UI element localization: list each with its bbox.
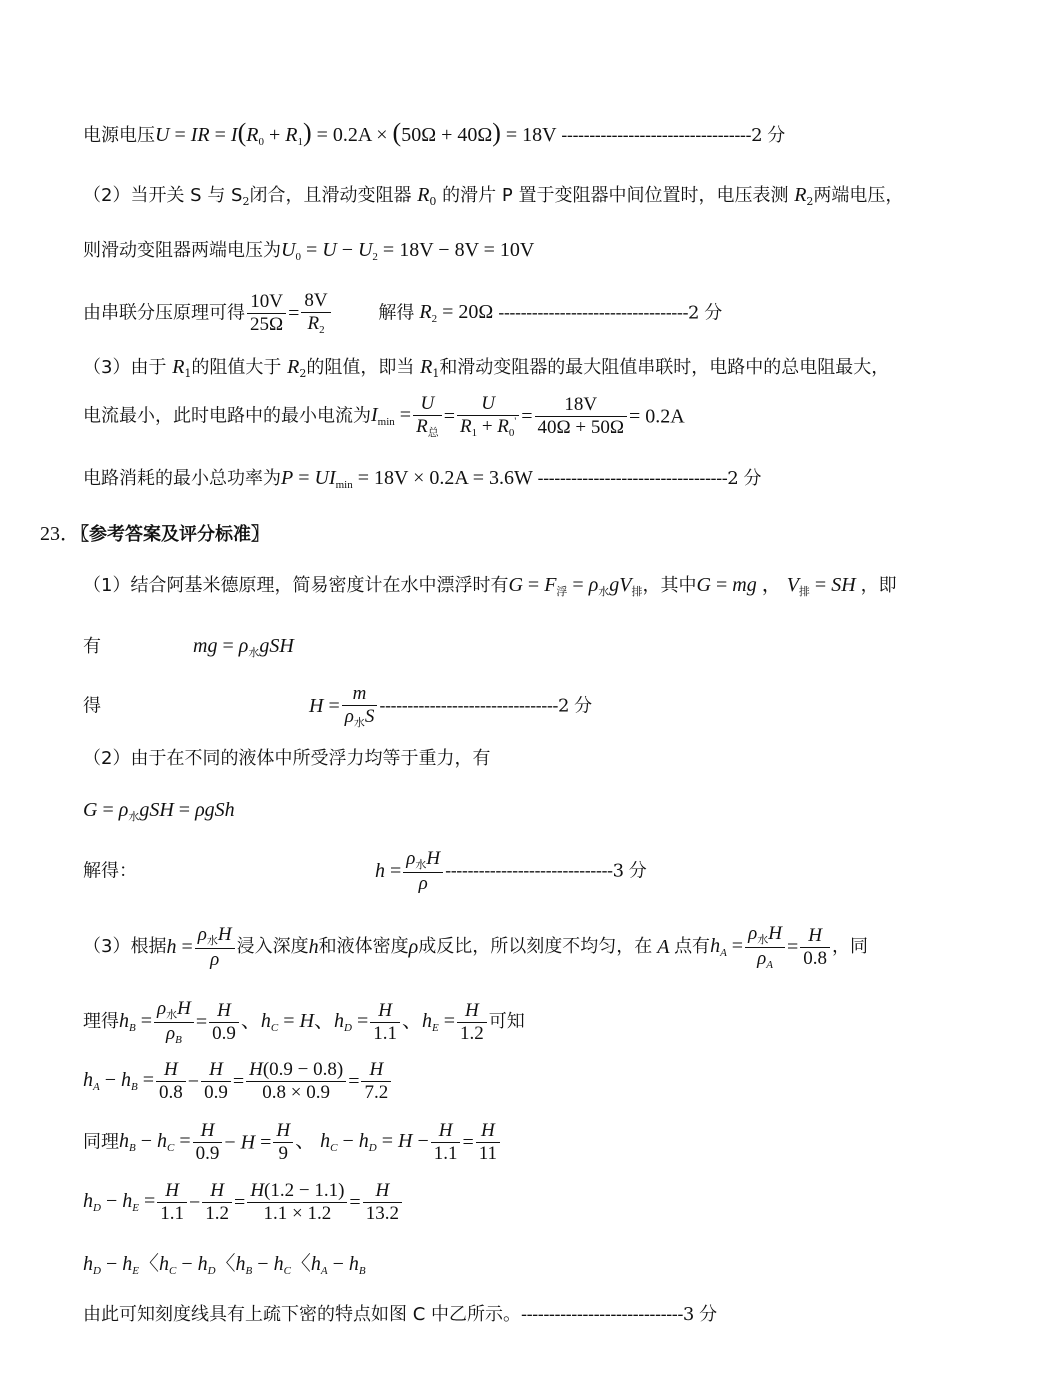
line-source-voltage [83, 120, 1007, 148]
formula: U = IR = $I(R_0 + R_1) = 0.2A \times (50\Omega + 40\Omega) = 18V$ [155, 118, 562, 148]
line-part2: （2）当开关 S 与 $S_2$闭合，且滑动变阻器 $R_0$ 的滑片 P 置于变阻器中间位置时，电压表测 $R_2$两端电压， [83, 184, 904, 208]
text: 的滑片 P 置于变阻器中间位置时，电压表测 [442, 185, 795, 206]
question-23-header [40, 524, 1007, 544]
text: 则滑动变阻器两端电压为 [83, 240, 281, 261]
text: 解得 [378, 302, 415, 324]
text: 和滑动变阻器的最大阻值串联时，电路中的总电阻最大， [439, 357, 890, 378]
line-result-h: 解得： h = $\frac{\rho_水H}{\rho}$ ------------------------------3 分 [83, 848, 647, 894]
text: （2）由于在不同的液体中所受浮力均等于重力，有 [83, 748, 491, 769]
text: 电流最小，此时电路中的最小电流为 [83, 405, 371, 427]
score: --------------------------------2 分 [379, 695, 592, 717]
question-number: 23． [40, 523, 80, 545]
section-title: 〖参考答案及评分标准〗 [80, 524, 269, 545]
text: 电源电压 [83, 125, 155, 146]
text: 点有 [674, 936, 711, 958]
text: 的阻值大于 [191, 357, 288, 378]
text: ，其中 [642, 575, 697, 596]
text: 成反比，所以刻度不均匀，在 [418, 936, 653, 958]
line-rheostat-voltage [83, 240, 1007, 263]
fraction: $\frac{10V}{25\Omega}$ [247, 291, 286, 336]
text: ，即 [860, 575, 897, 596]
text: 电路消耗的最小总功率为 [83, 468, 281, 489]
line-part3-b: （3）根据h = $\frac{\rho_水H}{\rho}$ 浸入深度h和液体密度ρ成反比，所以刻度不均匀，在 A 点有$h_A$ = $\frac{\rho_水H}{\rho_A}$ = $\frac{H}{0.8}$ ，同 [83, 923, 868, 971]
text: （3）由于 [83, 357, 173, 378]
line-hA-minus-hB: $h_A - h_B$ = $\frac{H}{0.8}$ − $\frac{H}{0.9}$ = $\frac{H(0.9 - 0.8)}{0.8 \times 0.9}$ = $\frac{H}{7.2}$ [83, 1059, 1007, 1104]
text: （1）结合阿基米德原理，简易密度计在水中漂浮时有 [83, 575, 509, 596]
line-divider-principle: 由串联分压原理可得 $\frac{10V}{25\Omega}$ = $\frac{8V}{R_2}$ 解得 $R_2 = 20\Omega$ ----------------------------------2 分 [83, 290, 722, 336]
text: 解得： [83, 860, 137, 882]
score: ----------------------------------2 分 [537, 468, 761, 489]
text: 有 [83, 636, 101, 657]
line-inequality: $h_D - h_E$〈$h_C - h_D$〈$h_B - h_C$〈$h_A - h_B$ [83, 1253, 366, 1277]
text: 可知 [488, 1011, 525, 1033]
line-hB-hE: 理得$h_B$ = $\frac{\rho_水H}{\rho_B}$ = $\frac{H}{0.9}$ 、$h_C = H$、$h_D$ = $\frac{H}{1.1}$ 、$h_E$ = $\frac{H}{1.2}$ 可知 [83, 998, 525, 1046]
score: ----------------------------------2 分 [498, 302, 722, 324]
line-archimedes: （1）结合阿基米德原理，简易密度计在水中漂浮时有$G = F_浮 = \rho_水gV_排$，其中G = mg ， $V_排$ = SH ，即 [83, 574, 897, 598]
text: 和液体密度 [318, 936, 409, 958]
text: 同理 [83, 1131, 119, 1153]
line-hD-minus-hE: $h_D - h_E$ = $\frac{H}{1.1}$ − $\frac{H}{1.2}$ = $\frac{H(1.2 - 1.1)}{1.1 \times 1.2}$ = $\frac{H}{13.2}$ [83, 1180, 1007, 1225]
text: 由此可知刻度线具有上疏下密的特点如图 C 中乙所示。 [83, 1304, 522, 1325]
line-equation-2: $G = \rho_水gSH = \rho gSh$ [83, 799, 235, 823]
fraction: $\frac{8V}{R_2}$ [301, 290, 330, 336]
line-equation-1: 有 mg = $\rho_水gSH$ [83, 635, 294, 659]
text: 理得 [83, 1011, 119, 1033]
text: 的阻值，即当 [306, 357, 421, 378]
text: （2）当开关 S 与 S [83, 185, 243, 206]
score: -----------------------------3 分 [521, 1304, 717, 1325]
text: 由串联分压原理可得 [83, 302, 245, 324]
line-min-power: 电路消耗的最小总功率为$P = UI_{min} = 18V \times 0.2A = 3.6W$ ----------------------------------2 分 [83, 467, 761, 491]
line-hB-minus-hC: 同理$h_B - h_C$ = $\frac{H}{0.9}$ − H = $\frac{H}{9}$ 、 $h_C - h_D = H$ − $\frac{H}{1.1}$ = $\frac{H}{11}$ [83, 1120, 1007, 1165]
score: ----------------------------------2 分 [561, 125, 785, 146]
score: ------------------------------3 分 [445, 860, 647, 882]
line-conclusion [83, 1306, 1007, 1324]
line-part3: （3）由于 $R_1$的阻值大于 $R_2$的阻值，即当 $R_1$和滑动变阻器的最大阻值串联时，电路中的总电阻最大， [83, 356, 890, 380]
text: 得 [83, 695, 101, 717]
text: 闭合，且滑动变阻器 [249, 185, 418, 206]
line-min-current: 电流最小，此时电路中的最小电流为$I_{min}$ = $\frac{U}{R_总}$ = $\frac{U}{R_1 + R_0'}$ = $\frac{18V}{40\Omega + 50\Omega}$ = 0.2A [83, 393, 685, 439]
text: 浸入深度 [236, 936, 309, 958]
text: （3）根据 [83, 936, 167, 958]
line-part2-b [83, 750, 1007, 768]
line-result-H: 得 H = $\frac{m}{\rho_水S}$ --------------------------------2 分 [83, 683, 592, 729]
text: ，同 [831, 936, 868, 958]
text: 两端电压， [813, 185, 904, 206]
formula: $U_0 = U - U_2 = 18V - 8V = 10V$ [281, 239, 535, 263]
